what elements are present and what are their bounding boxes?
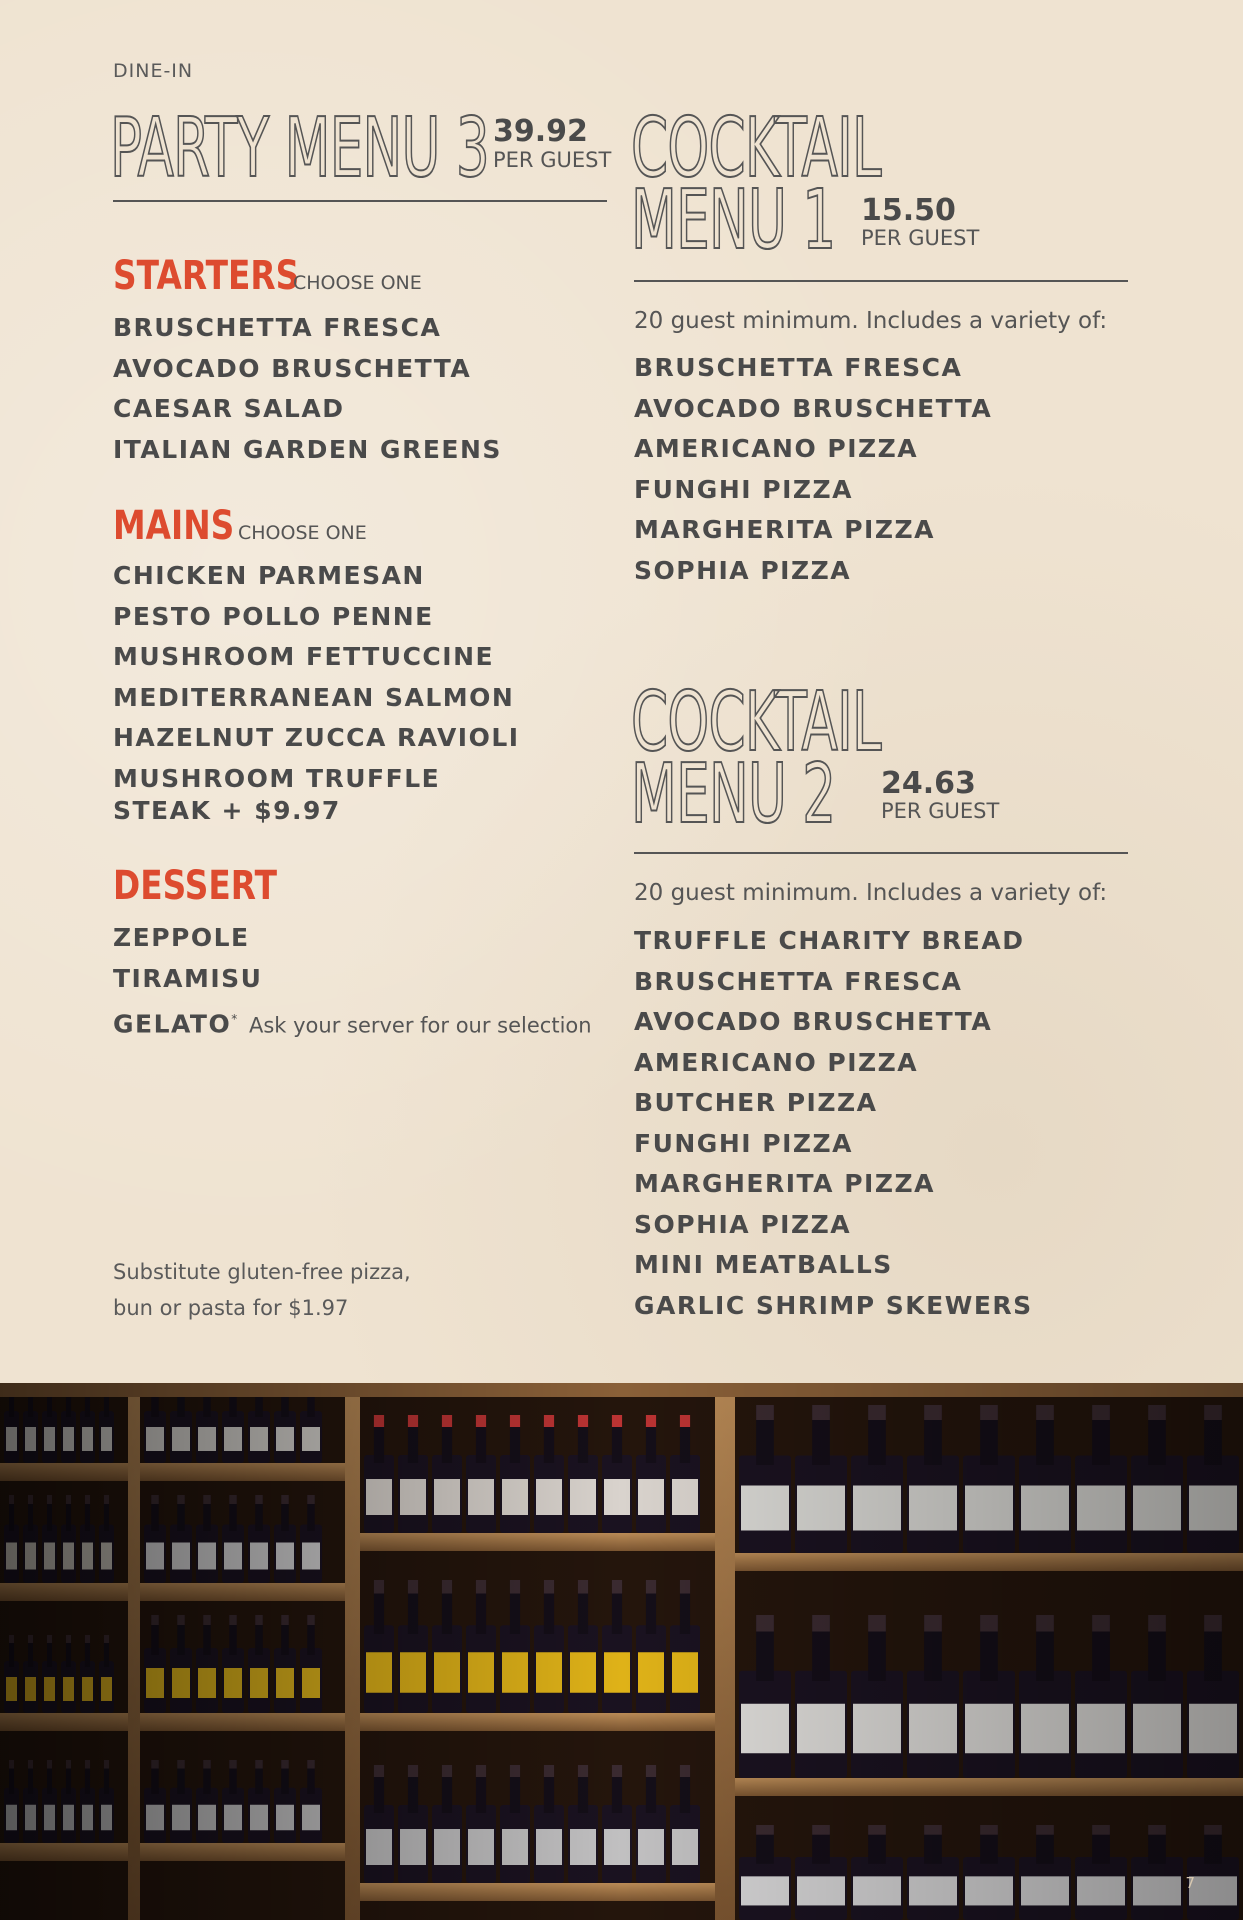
list-item: BRUSCHETTA FRESCA: [634, 353, 963, 382]
party-menu-title: PARTY MENU 3: [110, 101, 489, 196]
list-item: BUTCHER PIZZA: [634, 1088, 878, 1117]
list-item: AMERICANO PIZZA: [634, 1047, 919, 1077]
wine-shelf-illustration: [0, 1383, 1243, 1920]
list-item: BRUSCHETTA FRESCA: [634, 966, 963, 996]
list-item: FUNGHI PIZZA: [634, 1128, 853, 1158]
mains-list: [113, 556, 520, 827]
cocktail-menu-1-list: [634, 348, 992, 591]
party-menu-price: 39.92: [493, 114, 588, 149]
starters-choose-label: CHOOSE ONE: [293, 272, 422, 294]
cocktail-menu-1-title-line1: COCKTAIL: [631, 101, 881, 196]
list-item: MUSHROOM FETTUCCINE: [113, 642, 495, 671]
cocktail-menu-2-divider: [634, 852, 1128, 854]
party-menu-divider: [113, 200, 607, 202]
gelato-asterisk: *: [231, 1012, 239, 1026]
cocktail-menu-1-title-line2: MENU 1: [631, 173, 836, 268]
dessert-heading: DESSERT: [113, 863, 277, 909]
list-item: ITALIAN GARDEN GREENS: [113, 434, 502, 464]
wine-shelf-photo: [0, 1383, 1243, 1920]
list-item: SOPHIA PIZZA: [634, 555, 852, 585]
list-item: GARLIC SHRIMP SKEWERS: [634, 1290, 1033, 1320]
starters-heading: STARTERS: [113, 253, 300, 299]
cocktail-menu-1-intro: 20 guest minimum. Includes a variety of:: [634, 308, 1108, 334]
list-item: MARGHERITA PIZZA: [634, 1169, 935, 1198]
cocktail-menu-2-intro: 20 guest minimum. Includes a variety of:: [634, 880, 1108, 906]
cocktail-menu-1-price-label: PER GUEST: [861, 226, 980, 250]
list-item: FUNGHI PIZZA: [634, 474, 853, 504]
list-item: AVOCADO BRUSCHETTA: [634, 393, 993, 423]
list-item: AVOCADO BRUSCHETTA: [634, 1007, 993, 1036]
cocktail-menu-2-price-label: PER GUEST: [881, 799, 1000, 823]
list-item: AMERICANO PIZZA: [634, 434, 919, 463]
list-item: CAESAR SALAD: [113, 394, 345, 423]
list-item: CHICKEN PARMESAN: [113, 561, 425, 590]
mains-choose-label: CHOOSE ONE: [238, 522, 367, 544]
cocktail-menu-2-price: 24.63: [881, 766, 976, 801]
list-item: MEDITERRANEAN SALMON: [113, 682, 515, 712]
list-item: MINI MEATBALLS: [634, 1250, 893, 1279]
gelato-label: GELATO: [113, 1009, 232, 1039]
list-item: [113, 999, 592, 1046]
gluten-free-note: [113, 1254, 411, 1326]
list-item: AVOCADO BRUSCHETTA: [113, 353, 472, 383]
list-item: TIRAMISU: [113, 963, 263, 993]
party-menu-price-label: PER GUEST: [493, 148, 612, 172]
mains-heading: MAINS: [113, 503, 235, 549]
dessert-list: [113, 918, 592, 1046]
cocktail-menu-2-title-line2: MENU 2: [631, 747, 836, 842]
cocktail-menu-2-title-line1: COCKTAIL: [631, 675, 881, 770]
list-item: MARGHERITA PIZZA: [634, 515, 935, 544]
list-item: PESTO POLLO PENNE: [113, 601, 434, 631]
list-item: BRUSCHETTA FRESCA: [113, 313, 442, 342]
cocktail-menu-1-price: 15.50: [861, 193, 956, 228]
starters-list: [113, 308, 502, 470]
gelato-note: Ask your server for our selection: [248, 1013, 592, 1038]
cocktail-menu-2-list: [634, 921, 1033, 1326]
list-item: MUSHROOM TRUFFLE STEAK + $9.97: [113, 763, 441, 825]
list-item: TRUFFLE CHARITY BREAD: [634, 926, 1025, 955]
gluten-free-note-line2: bun or pasta for $1.97: [113, 1296, 349, 1320]
dine-in-label: DINE-IN: [113, 60, 194, 82]
cocktail-menu-1-divider: [634, 280, 1128, 282]
page-number: 7: [1185, 1874, 1195, 1892]
list-item: SOPHIA PIZZA: [634, 1209, 852, 1239]
gluten-free-note-line1: Substitute gluten-free pizza,: [113, 1260, 411, 1284]
list-item: ZEPPOLE: [113, 923, 250, 952]
list-item: HAZELNUT ZUCCA RAVIOLI: [113, 723, 520, 752]
